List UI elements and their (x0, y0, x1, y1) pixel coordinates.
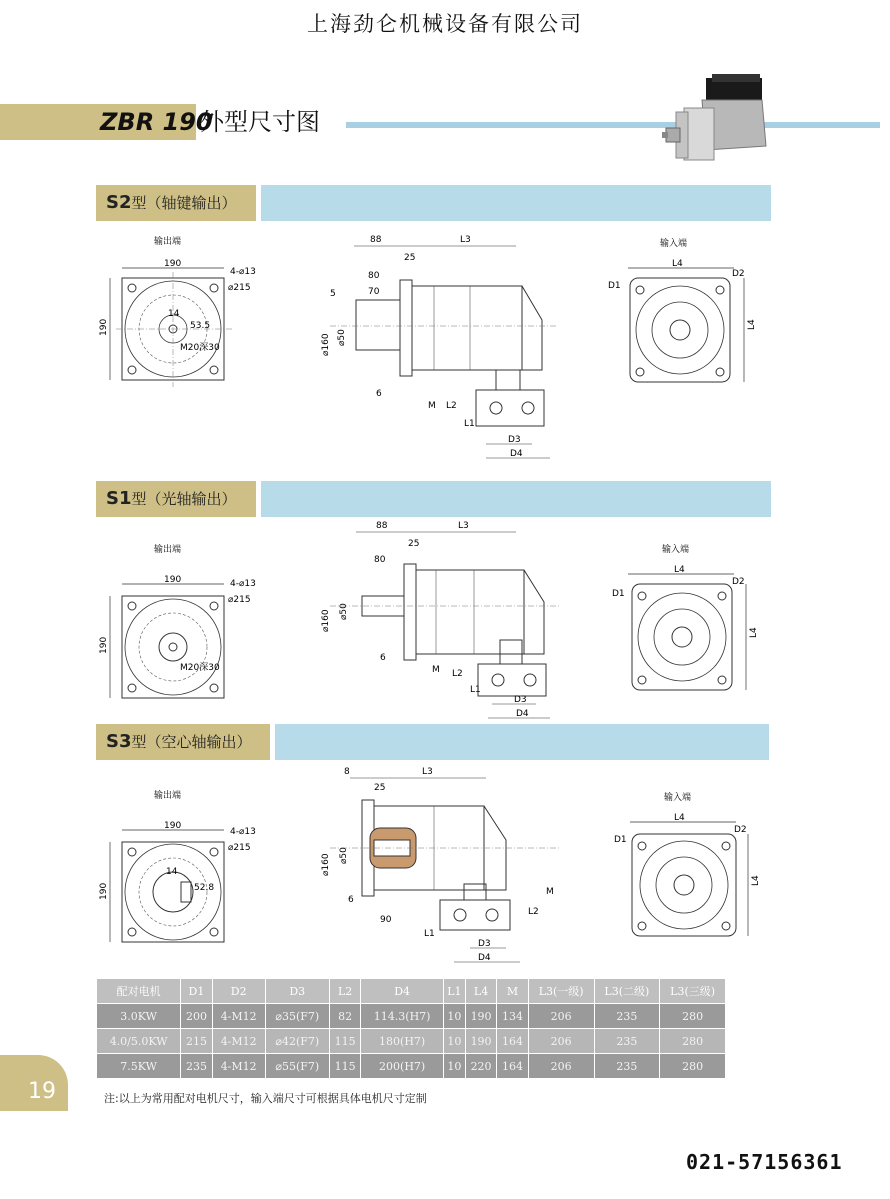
dim-160: ⌀160 (321, 609, 331, 632)
dim-14: 14 (166, 867, 178, 877)
dim-88: 88 (376, 521, 388, 531)
output-end-label: 输出端 (154, 791, 182, 801)
table-cell: 235 (594, 1004, 660, 1029)
page-title: 外型尺寸图 (200, 108, 320, 136)
dim-D3: D3 (478, 939, 491, 949)
table-cell: 82 (329, 1004, 360, 1029)
table-cell: ⌀42(F7) (265, 1029, 329, 1054)
dim-50: ⌀50 (337, 329, 347, 346)
section-code: S3 (106, 731, 132, 752)
table-cell: 4.0/5.0KW (97, 1029, 181, 1054)
dim-L4: L4 (674, 565, 685, 575)
section-bar-s1 (261, 481, 771, 517)
page-number-tab (0, 1055, 68, 1111)
dim-bolt: 4-⌀13 (230, 267, 256, 277)
dim-L1: L1 (464, 419, 475, 429)
dim-50: ⌀50 (339, 603, 349, 620)
s1-side-view (310, 516, 570, 728)
dim-6: 6 (348, 895, 354, 905)
s1-output-end-view (92, 540, 256, 710)
dim-L2: L2 (528, 907, 539, 917)
dim-L1: L1 (470, 685, 481, 695)
dim-25: 25 (374, 783, 386, 793)
dim-D1: D1 (608, 281, 621, 291)
dim-D4: D4 (510, 449, 523, 459)
s1-input-end-view (600, 540, 770, 700)
dim-pcd: ⌀215 (228, 843, 251, 853)
table-cell: 164 (497, 1029, 528, 1054)
table-cell: 215 (181, 1029, 212, 1054)
table-header-cell: L2 (329, 979, 360, 1004)
dim-190-vert: 190 (99, 882, 109, 900)
table-cell: 4-M12 (212, 1004, 265, 1029)
table-header-cell: D2 (212, 979, 265, 1004)
footnote: 注:以上为常用配对电机尺寸，输入端尺寸可根据具体电机尺寸定制 (104, 1092, 427, 1105)
dim-bolt: 4-⌀13 (230, 827, 256, 837)
table-cell: 114.3(H7) (361, 1004, 444, 1029)
dim-53-5: 53.5 (190, 321, 211, 331)
dim-25: 25 (408, 539, 420, 549)
dim-D4: D4 (478, 953, 491, 963)
dim-bolt: 4-⌀13 (230, 579, 256, 589)
gearbox-product-image (662, 72, 780, 176)
dim-L2: L2 (452, 669, 463, 679)
section-desc: 型（轴键输出） (131, 194, 237, 212)
table-header-cell: D4 (361, 979, 444, 1004)
table-row (97, 1004, 726, 1029)
table-header-cell: L1 (443, 979, 465, 1004)
table-cell: 190 (465, 1004, 496, 1029)
table-header-cell: D1 (181, 979, 212, 1004)
dim-190: 190 (164, 259, 182, 269)
output-end-label: 输出端 (154, 545, 182, 555)
section-label-s3 (106, 724, 252, 760)
table-row (97, 1029, 726, 1054)
s3-input-end-view (600, 786, 770, 956)
dim-D3: D3 (514, 695, 527, 705)
dim-70: 70 (368, 287, 380, 297)
section-bar-s2 (261, 185, 771, 221)
dim-M: M (428, 401, 436, 411)
dim-160: ⌀160 (321, 853, 331, 876)
dim-L4-vert: L4 (751, 875, 761, 886)
table-cell: 206 (528, 1004, 594, 1029)
dim-M: M (546, 887, 554, 897)
table-cell: 280 (660, 1029, 726, 1054)
table-cell: ⌀35(F7) (265, 1004, 329, 1029)
table-header-row (97, 979, 726, 1004)
dim-L3: L3 (458, 521, 469, 531)
dim-pcd: ⌀215 (228, 283, 251, 293)
dim-thread: M20深30 (180, 663, 220, 673)
input-end-label: 输入端 (664, 793, 692, 803)
table-cell: 134 (497, 1004, 528, 1029)
section-label-s1 (106, 481, 237, 517)
dimension-table (96, 978, 726, 1079)
dim-50: ⌀50 (339, 847, 349, 864)
dim-160: ⌀160 (321, 333, 331, 356)
dim-D2: D2 (732, 577, 745, 587)
dim-8: 8 (344, 767, 350, 777)
dim-D4: D4 (516, 709, 529, 719)
input-end-label: 输入端 (660, 239, 688, 249)
output-end-label: 输出端 (154, 237, 182, 247)
table-header-cell: L3(二级) (594, 979, 660, 1004)
table-header-cell: D3 (265, 979, 329, 1004)
section-bar-s3 (275, 724, 769, 760)
table-cell: 206 (528, 1029, 594, 1054)
dim-L3: L3 (422, 767, 433, 777)
table-cell: 7.5KW (97, 1054, 181, 1079)
dim-M: M (432, 665, 440, 675)
section-code: S2 (106, 192, 132, 213)
company-name: 上海劲仑机械设备有限公司 (307, 12, 583, 36)
section-desc: 型（光轴输出） (131, 490, 237, 508)
table-cell: 164 (497, 1054, 528, 1079)
table-cell: ⌀55(F7) (265, 1054, 329, 1079)
table-cell: 200 (181, 1004, 212, 1029)
table-header-cell: 配对电机 (97, 979, 181, 1004)
dim-5: 5 (330, 289, 336, 299)
dim-190-vert: 190 (99, 636, 109, 654)
section-code: S1 (106, 488, 132, 509)
dim-L4-vert: L4 (749, 627, 759, 638)
table-cell: 206 (528, 1054, 594, 1079)
dim-pcd: ⌀215 (228, 595, 251, 605)
dim-D2: D2 (734, 825, 747, 835)
table-cell: 10 (443, 1004, 465, 1029)
dim-L1: L1 (424, 929, 435, 939)
table-header-cell: L4 (465, 979, 496, 1004)
table-cell: 115 (329, 1029, 360, 1054)
dim-D1: D1 (612, 589, 625, 599)
table-header-cell: M (497, 979, 528, 1004)
model-name: ZBR 190 (100, 108, 213, 136)
dim-6: 6 (380, 653, 386, 663)
table-cell: 220 (465, 1054, 496, 1079)
table-cell: 3.0KW (97, 1004, 181, 1029)
dim-52-8: 52.8 (194, 883, 215, 893)
table-cell: 235 (181, 1054, 212, 1079)
table-cell: 280 (660, 1054, 726, 1079)
dim-14: 14 (168, 309, 180, 319)
dim-L3: L3 (460, 235, 471, 245)
page-number: 19 (28, 1079, 56, 1104)
dim-L4: L4 (674, 813, 685, 823)
section-label-s2 (106, 185, 237, 221)
table-header-cell: L3(三级) (660, 979, 726, 1004)
s3-output-end-view (92, 786, 256, 956)
s2-input-end-view (600, 234, 770, 394)
s2-output-end-view (92, 232, 256, 402)
dim-6: 6 (376, 389, 382, 399)
dim-L2: L2 (446, 401, 457, 411)
dim-190: 190 (164, 821, 182, 831)
dim-L4: L4 (672, 259, 683, 269)
dim-80: 80 (374, 555, 386, 565)
table-cell: 115 (329, 1054, 360, 1079)
input-end-label: 输入端 (662, 545, 690, 555)
table-cell: 200(H7) (361, 1054, 444, 1079)
dim-90: 90 (380, 915, 392, 925)
dim-25: 25 (404, 253, 416, 263)
table-cell: 4-M12 (212, 1029, 265, 1054)
dim-D1: D1 (614, 835, 627, 845)
dim-80: 80 (368, 271, 380, 281)
phone-number: 021-57156361 (686, 1150, 843, 1174)
table-cell: 10 (443, 1029, 465, 1054)
table-cell: 10 (443, 1054, 465, 1079)
table-cell: 4-M12 (212, 1054, 265, 1079)
dim-L4-vert: L4 (747, 319, 757, 330)
title-rule (346, 122, 880, 128)
s3-side-view (310, 760, 570, 972)
dim-190-vert: 190 (99, 318, 109, 336)
table-cell: 180(H7) (361, 1029, 444, 1054)
dim-thread: M20深30 (180, 343, 220, 353)
table-cell: 280 (660, 1004, 726, 1029)
table-row (97, 1054, 726, 1079)
s2-side-view (310, 230, 570, 462)
dim-D2: D2 (732, 269, 745, 279)
table-cell: 190 (465, 1029, 496, 1054)
dim-190: 190 (164, 575, 182, 585)
table-cell: 235 (594, 1054, 660, 1079)
dim-88: 88 (370, 235, 382, 245)
dim-D3: D3 (508, 435, 521, 445)
table-cell: 235 (594, 1029, 660, 1054)
section-desc: 型（空心轴输出） (131, 733, 252, 751)
table-header-cell: L3(一级) (528, 979, 594, 1004)
